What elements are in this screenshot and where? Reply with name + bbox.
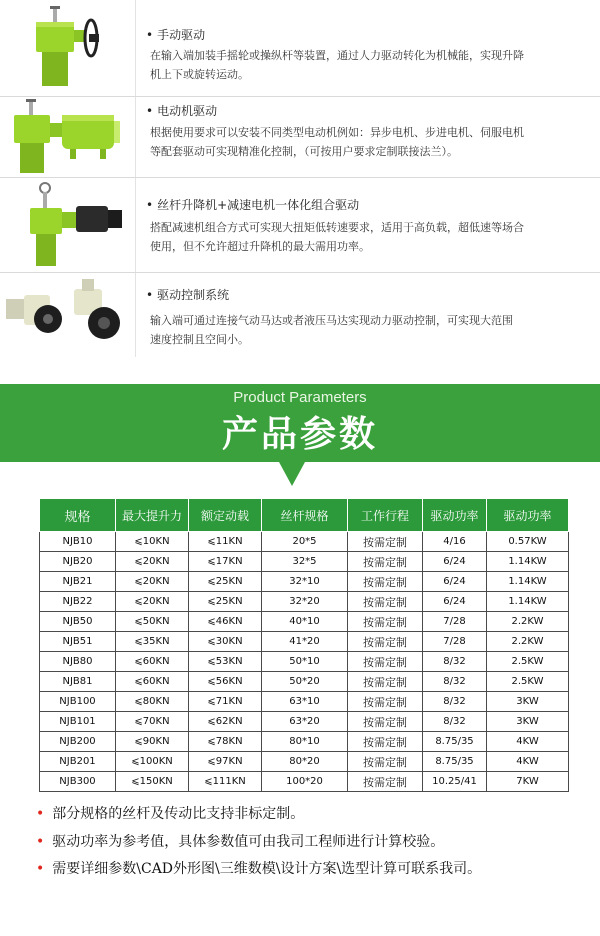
note-item (36, 831, 444, 851)
table-row (40, 572, 569, 592)
table-body (40, 532, 569, 792)
cell-screw-spec: 50*20 (262, 672, 348, 692)
table-row (40, 692, 569, 712)
cell-drive-power: 6/24 (423, 572, 487, 592)
table-row (40, 732, 569, 752)
cell-max-lift: ⩽70KN (116, 712, 189, 732)
cell-drive-power: 6/24 (423, 552, 487, 572)
cell-spec: NJB300 (40, 772, 116, 792)
cell-rated-load: ⩽111KN (189, 772, 262, 792)
cell-max-lift: ⩽10KN (116, 532, 189, 552)
manual-drive-text (146, 0, 592, 96)
banner-title: 产品参数 (221, 414, 378, 455)
table-row (40, 752, 569, 772)
motor-drive-image (0, 97, 136, 177)
cell-stroke: 按需定制 (348, 612, 423, 632)
cell-max-lift: ⩽20KN (116, 552, 189, 572)
banner-subtitle: Product Parameters (233, 389, 367, 406)
cell-drive-power-kw: 3KW (487, 712, 569, 732)
cell-drive-power-kw: 2.2KW (487, 612, 569, 632)
drive-section-gear-motor (0, 178, 600, 272)
cell-spec: NJB81 (40, 672, 116, 692)
cell-screw-spec: 63*20 (262, 712, 348, 732)
cell-stroke: 按需定制 (348, 652, 423, 672)
cell-max-lift: ⩽80KN (116, 692, 189, 712)
header-rated-load: 额定动载 (189, 499, 262, 532)
cell-screw-spec: 80*20 (262, 752, 348, 772)
cell-max-lift: ⩽20KN (116, 592, 189, 612)
drive-title: • 丝杆升降机+减速电机一体化组合驱动 (146, 196, 359, 213)
cell-rated-load: ⩽25KN (189, 592, 262, 612)
cell-screw-spec: 32*10 (262, 572, 348, 592)
cell-max-lift: ⩽20KN (116, 572, 189, 592)
cell-screw-spec: 80*10 (262, 732, 348, 752)
bullet-icon: • (36, 861, 45, 877)
bullet-icon: • (36, 834, 45, 850)
parameter-table (39, 498, 569, 792)
cell-stroke: 按需定制 (348, 752, 423, 772)
drive-desc-line: 搭配减速机组合方式可实现大扭矩低转速要求，适用于高负载，超低速等场合 (150, 221, 524, 234)
cell-screw-spec: 40*10 (262, 612, 348, 632)
cell-max-lift: ⩽50KN (116, 612, 189, 632)
cell-max-lift: ⩽35KN (116, 632, 189, 652)
motor-drive-text (146, 97, 592, 177)
cell-rated-load: ⩽17KN (189, 552, 262, 572)
cell-drive-power: 4/16 (423, 532, 487, 552)
cell-rated-load: ⩽71KN (189, 692, 262, 712)
cell-spec: NJB22 (40, 592, 116, 612)
drive-section-motor (0, 97, 600, 177)
note-item (36, 803, 304, 823)
cell-max-lift: ⩽90KN (116, 732, 189, 752)
hand-wheel-jack-icon (0, 0, 135, 96)
manual-drive-image (0, 0, 136, 96)
header-screw-spec: 丝杆规格 (262, 499, 348, 532)
cell-stroke: 按需定制 (348, 692, 423, 712)
drive-desc-line: 等配套驱动可实现精准化控制，（可按用户要求定制联接法兰）。 (150, 145, 458, 158)
cell-rated-load: ⩽46KN (189, 612, 262, 632)
control-drive-image (0, 273, 136, 357)
cell-screw-spec: 32*5 (262, 552, 348, 572)
table-row (40, 532, 569, 552)
header-drive-power: 驱动功率 (423, 499, 487, 532)
gear-motor-jack-icon (0, 178, 135, 272)
cell-stroke: 按需定制 (348, 572, 423, 592)
cell-drive-power-kw: 4KW (487, 752, 569, 772)
gear-motor-drive-image (0, 178, 136, 272)
gear-motor-drive-text (146, 178, 592, 272)
cell-rated-load: ⩽56KN (189, 672, 262, 692)
cell-spec: NJB10 (40, 532, 116, 552)
cell-max-lift: ⩽60KN (116, 672, 189, 692)
cell-drive-power-kw: 3KW (487, 692, 569, 712)
cell-drive-power-kw: 4KW (487, 732, 569, 752)
cell-drive-power: 8/32 (423, 652, 487, 672)
cell-drive-power: 8/32 (423, 692, 487, 712)
cell-spec: NJB50 (40, 612, 116, 632)
drive-title: • 驱动控制系统 (146, 286, 229, 303)
cell-rated-load: ⩽62KN (189, 712, 262, 732)
table-row (40, 552, 569, 572)
header-stroke: 工作行程 (348, 499, 423, 532)
note-text: 驱动功率为参考值，具体参数值可由我司工程师进行计算校验。 (52, 834, 445, 850)
cell-drive-power-kw: 2.5KW (487, 672, 569, 692)
cell-drive-power: 7/28 (423, 632, 487, 652)
cell-drive-power: 8/32 (423, 672, 487, 692)
drive-desc-line: 根据使用要求可以安装不同类型电动机例如：异步电机、步进电机、伺服电机 (150, 126, 524, 139)
table-row (40, 632, 569, 652)
table-header-row (40, 499, 569, 532)
drive-desc-line: 在输入端加装手摇轮或操纵杆等装置，通过人力驱动转化为机械能，实现升降 (150, 49, 524, 62)
cell-screw-spec: 100*20 (262, 772, 348, 792)
cell-spec: NJB200 (40, 732, 116, 752)
banner-arrow-icon (279, 462, 305, 486)
cell-drive-power-kw: 1.14KW (487, 572, 569, 592)
table-row (40, 652, 569, 672)
cell-drive-power: 10.25/41 (423, 772, 487, 792)
cell-spec: NJB80 (40, 652, 116, 672)
cell-screw-spec: 63*10 (262, 692, 348, 712)
table-row (40, 672, 569, 692)
drive-section-manual (0, 0, 600, 96)
cell-screw-spec: 50*10 (262, 652, 348, 672)
cell-max-lift: ⩽60KN (116, 652, 189, 672)
control-drive-text (146, 273, 592, 357)
drive-desc-line: 输入端可通过连接气动马达或者液压马达实现动力驱动控制，可实现大范围 (150, 314, 513, 327)
drive-desc-line: 使用，但不允许超过升降机的最大需用功率。 (150, 240, 370, 253)
cell-drive-power: 7/28 (423, 612, 487, 632)
cell-spec: NJB101 (40, 712, 116, 732)
cell-drive-power-kw: 0.57KW (487, 532, 569, 552)
drive-section-control (0, 273, 600, 357)
cell-max-lift: ⩽100KN (116, 752, 189, 772)
cell-drive-power: 8.75/35 (423, 752, 487, 772)
cell-rated-load: ⩽30KN (189, 632, 262, 652)
motor-jack-icon (0, 97, 135, 177)
cell-drive-power-kw: 2.5KW (487, 652, 569, 672)
cell-spec: NJB21 (40, 572, 116, 592)
cell-screw-spec: 32*20 (262, 592, 348, 612)
cell-drive-power-kw: 2.2KW (487, 632, 569, 652)
table-row (40, 592, 569, 612)
cell-stroke: 按需定制 (348, 772, 423, 792)
cell-rated-load: ⩽53KN (189, 652, 262, 672)
cell-rated-load: ⩽25KN (189, 572, 262, 592)
pneumatic-motor-icon (0, 273, 135, 357)
cell-drive-power-kw: 1.14KW (487, 552, 569, 572)
note-text: 需要详细参数\CAD外形图\三维数模\设计方案\选型计算可联系我司。 (52, 861, 482, 877)
cell-spec: NJB20 (40, 552, 116, 572)
drive-title: • 手动驱动 (146, 26, 205, 43)
note-text: 部分规格的丝杆及传动比支持非标定制。 (52, 806, 305, 822)
cell-drive-power: 6/24 (423, 592, 487, 612)
drive-desc-line: 机上下或旋转运动。 (150, 68, 249, 81)
drive-desc-line: 速度控制且空间小。 (150, 333, 249, 346)
cell-screw-spec: 20*5 (262, 532, 348, 552)
bullet-icon: • (36, 806, 45, 822)
cell-spec: NJB51 (40, 632, 116, 652)
header-spec: 规格 (40, 499, 116, 532)
table-row (40, 712, 569, 732)
cell-rated-load: ⩽11KN (189, 532, 262, 552)
cell-screw-spec: 41*20 (262, 632, 348, 652)
cell-stroke: 按需定制 (348, 732, 423, 752)
cell-stroke: 按需定制 (348, 632, 423, 652)
cell-max-lift: ⩽150KN (116, 772, 189, 792)
product-parameters-banner (0, 384, 600, 462)
cell-drive-power: 8/32 (423, 712, 487, 732)
cell-spec: NJB201 (40, 752, 116, 772)
header-max-lift: 最大提升力 (116, 499, 189, 532)
cell-drive-power: 8.75/35 (423, 732, 487, 752)
cell-stroke: 按需定制 (348, 672, 423, 692)
cell-stroke: 按需定制 (348, 592, 423, 612)
cell-stroke: 按需定制 (348, 532, 423, 552)
cell-spec: NJB100 (40, 692, 116, 712)
cell-drive-power-kw: 1.14KW (487, 592, 569, 612)
header-drive-power-kw: 驱动功率 (487, 499, 569, 532)
drive-title: • 电动机驱动 (146, 102, 217, 119)
cell-stroke: 按需定制 (348, 712, 423, 732)
cell-rated-load: ⩽97KN (189, 752, 262, 772)
cell-rated-load: ⩽78KN (189, 732, 262, 752)
note-item (36, 858, 481, 878)
table-row (40, 612, 569, 632)
cell-drive-power-kw: 7KW (487, 772, 569, 792)
table-row (40, 772, 569, 792)
cell-stroke: 按需定制 (348, 552, 423, 572)
